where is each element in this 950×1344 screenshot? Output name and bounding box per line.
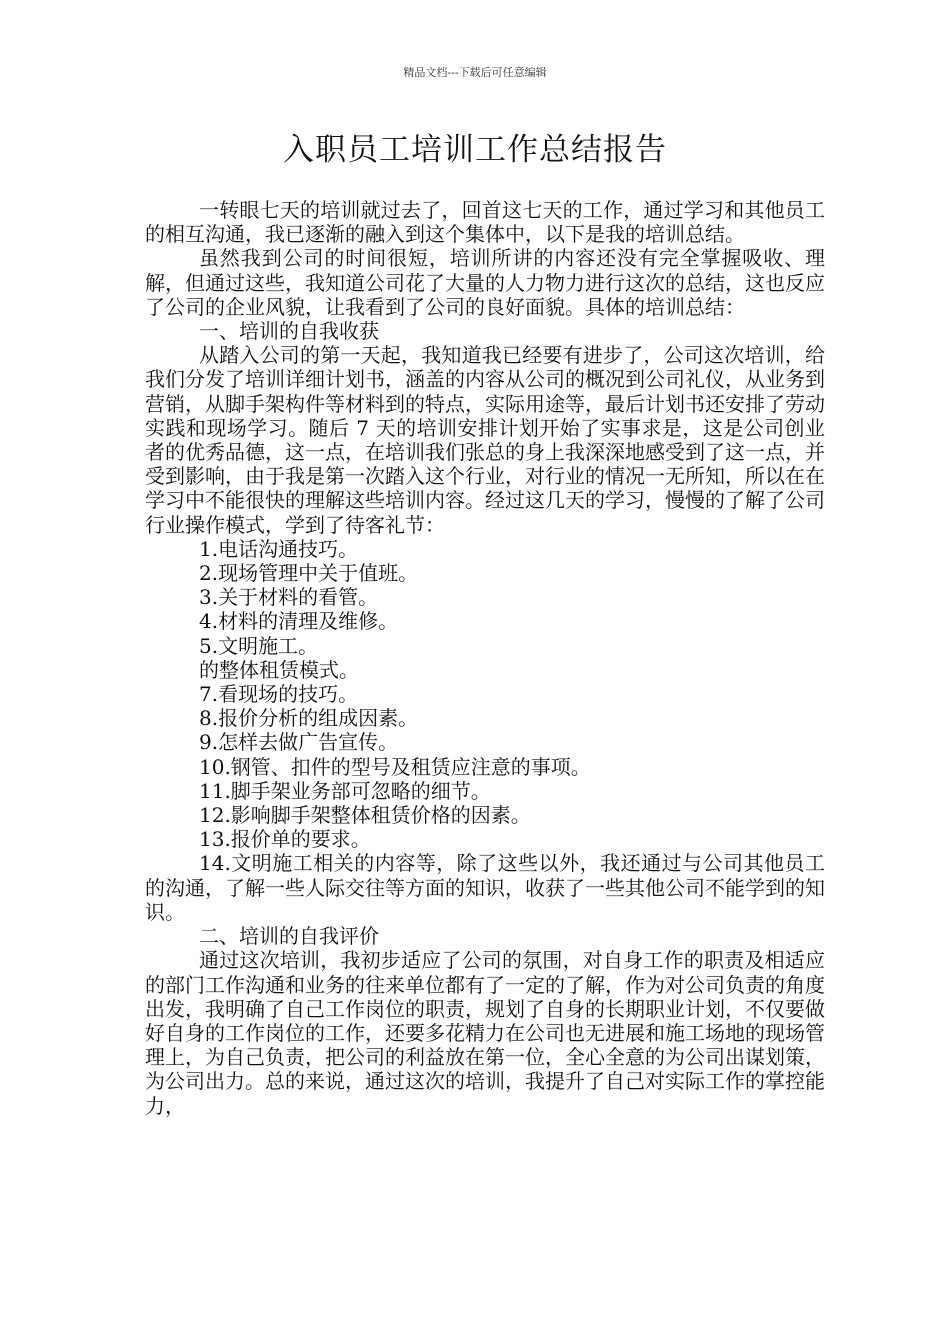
list-item: 4.材料的清理及维修。 xyxy=(199,609,399,634)
list-item: 10.钢管、扣件的型号及租赁应注意的事项。 xyxy=(199,754,591,779)
list-item: 9.怎样去做广告宣传。 xyxy=(199,730,399,755)
paragraph-self-evaluation: 通过这次培训，我初步适应了公司的氛围，对自身工作的职责及相适应的部门工作沟通和业务的往来单位都有了一定的了解，作为对公司负责的角度出发，我明确了自己工作岗位的职责，规划了自身的长期职业计划，不仅要做好自身的工作岗位的工作，还要多花精力在公司也无进展和施工场地的现场管理上，为自己负责，把公司的利益放在第一位，全心全意的为公司出谋划策，为公司出力。总的来说，通过这次的培训，我提升了自己对实际工作的掌控能力， xyxy=(145,948,825,1118)
list-item: 2.现场管理中关于值班。 xyxy=(199,561,419,586)
paragraph-overview: 虽然我到公司的时间很短，培训所讲的内容还没有完全掌握吸收、理解，但通过这些，我知道公司花了大量的人力物力进行这次的总结，这也反应了公司的企业风貌，让我看到了公司的良好面貌。具体的培训总结： xyxy=(145,246,825,319)
list-item: 的整体租赁模式。 xyxy=(199,657,359,682)
document-body xyxy=(145,198,825,1118)
list-item: 5.文明施工。 xyxy=(199,633,319,658)
list-item: 13.报价单的要求。 xyxy=(199,827,371,852)
list-item: 12.影响脚手架整体租赁价格的因素。 xyxy=(199,803,531,828)
section-heading-2: 二、培训的自我评价 xyxy=(199,924,379,949)
header-note: 精品文档---下载后可任意编辑 xyxy=(403,66,547,79)
section-heading-1: 一、培训的自我收获 xyxy=(199,319,379,344)
document-title: 入职员工培训工作总结报告 xyxy=(283,132,667,168)
list-item: 3.关于材料的看管。 xyxy=(199,585,379,610)
list-item: 8.报价分析的组成因素。 xyxy=(199,706,419,731)
list-item: 11.脚手架业务部可忽略的细节。 xyxy=(199,778,491,803)
list-item: 1.电话沟通技巧。 xyxy=(199,536,359,561)
list-item: 14.文明施工相关的内容等，除了这些以外，我还通过与公司其他员工的沟通，了解一些人际交往等方面的知识，收获了一些其他公司不能学到的知识。 xyxy=(145,851,825,924)
list-item: 7.看现场的技巧。 xyxy=(199,682,359,707)
paragraph-intro: 一转眼七天的培训就过去了，回首这七天的工作，通过学习和其他员工的相互沟通，我已逐渐的融入到这个集体中，以下是我的培训总结。 xyxy=(145,198,825,247)
paragraph-gains: 从踏入公司的第一天起，我知道我已经要有进步了，公司这次培训，给我们分发了培训详细计划书，涵盖的内容从公司的概况到公司礼仪，从业务到营销，从脚手架构件等材料到的特点，实际用途等，最后计划书还安排了劳动实践和现场学习。随后 7 天的培训安排计划开始了实事求是，这是公司创业者的优秀品德，这一点，在培训我们张总的身上我深深地感受到了这一点，并受到影响，由于我是第一次踏入这个行业，对行业的情况一无所知，所以在在学习中不能很快的理解这些培训内容。经过这几天的学习，慢慢的了解了公司行业操作模式，学到了待客礼节： xyxy=(145,343,825,537)
